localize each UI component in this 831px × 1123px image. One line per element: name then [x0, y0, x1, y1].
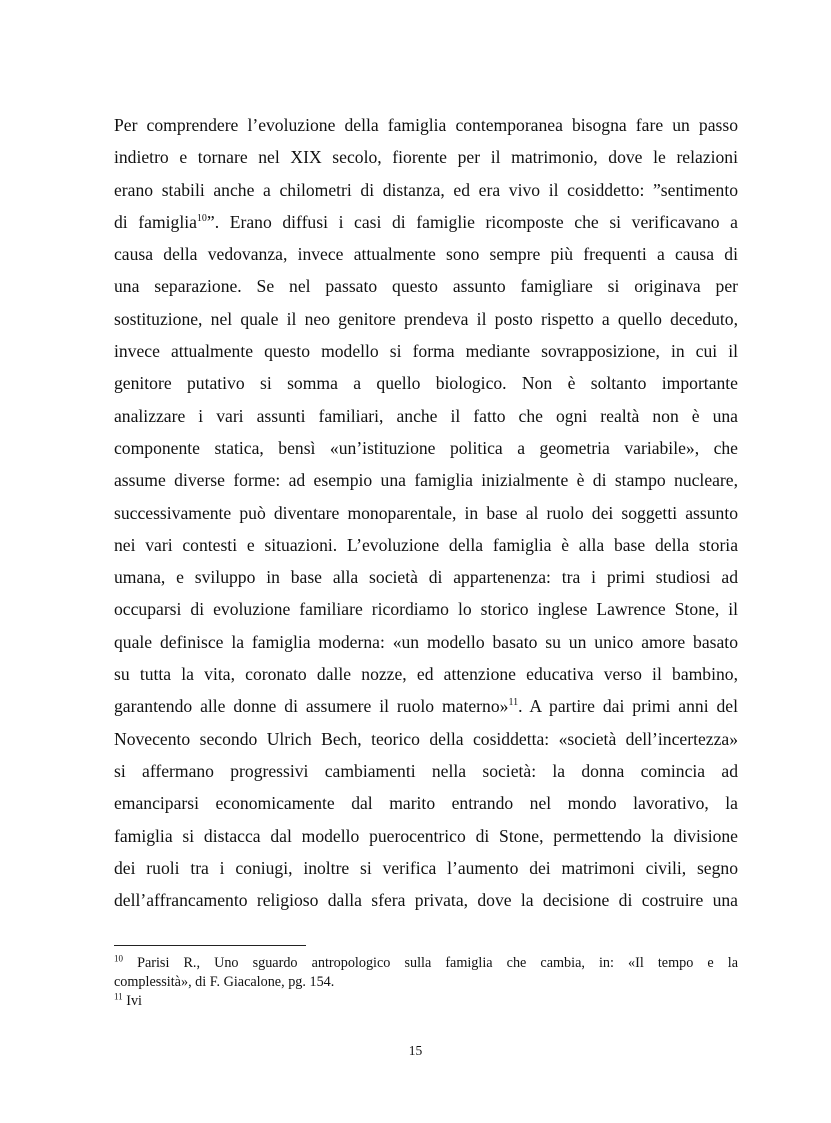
text-line: Per comprendere l’evoluzione della famiglia contemporanea bisogna fare un passo [114, 115, 738, 135]
text-line: nei vari contesti e situazioni. L’evoluzione della famiglia è alla base della storia [114, 534, 738, 555]
text-segment: garantendo alle donne di assumere il ruolo materno» [114, 696, 509, 717]
text-line: famiglia si distacca dal modello puerocentrico di Stone, permettendo la divisione [114, 825, 738, 846]
text-line: invece attualmente questo modello si forma mediante sovrapposizione, in cui il [114, 341, 738, 362]
text-line: su tutta la vita, coronato dalle nozze, ed attenzione educativa verso il bambino, [114, 664, 738, 685]
text-segment: . A partire dai primi anni del [518, 696, 739, 717]
text-line: successivamente può diventare monoparentale, in base al ruolo dei soggetti assunto [114, 502, 738, 523]
footnote-line [114, 992, 738, 1011]
text-line: analizzare i vari assunti familiari, anche il fatto che ogni realtà non è una [114, 405, 738, 426]
page-number: 15 [408, 1043, 423, 1058]
text-line: indietro e tornare nel XIX secolo, fiorente per il matrimonio, dove le relazioni [114, 147, 738, 168]
footnote-number: 11 [114, 991, 123, 1002]
text-line: dell’affrancamento religioso dalla sfera privata, dove la decisione di costruire una [114, 890, 738, 911]
text-line: quale definisce la famiglia moderna: «un modello basato su un unico amore basato [114, 631, 738, 652]
footnote-text: Parisi R., Uno sguardo antropologico sulla famiglia che cambia, in: «Il tempo e la [137, 955, 739, 971]
text-segment: ”. Erano diffusi i casi di famiglie ricomposte che si verificavano a [206, 211, 738, 232]
footnote-text: Ivi [126, 993, 142, 1009]
text-line: umana, e sviluppo in base alla società di appartenenza: tra i primi studiosi ad [114, 567, 738, 588]
text-line: genitore putativo si somma a quello biologico. Non è soltanto importante [114, 373, 738, 394]
text-line: si affermano progressivi cambiamenti nella società: la donna comincia ad [114, 760, 738, 781]
footnote-line: complessità», di F. Giacalone, pg. 154. [114, 974, 335, 990]
footnote-ref: 11 [508, 697, 519, 709]
text-segment: di famiglia [114, 211, 197, 232]
footnote-ref: 10 [196, 213, 207, 225]
text-line: componente statica, bensì «un’istituzione politica a geometria variabile», che [114, 437, 738, 458]
text-line: dei ruoli tra i coniugi, inoltre si verifica l’aumento dei matrimoni civili, segno [114, 857, 738, 878]
text-line [114, 206, 738, 238]
text-line: Novecento secondo Ulrich Bech, teorico della cosiddetta: «società dell’incertezza» [114, 728, 738, 749]
text-line: una separazione. Se nel passato questo assunto famigliare si originava per [114, 276, 738, 297]
body-paragraph [114, 109, 738, 916]
footnote-separator [114, 945, 306, 946]
text-line: emanciparsi economicamente dal marito entrando nel mondo lavorativo, la [114, 793, 738, 814]
footnotes [114, 954, 738, 1011]
text-line: occuparsi di evoluzione familiare ricordiamo lo storico inglese Lawrence Stone, il [114, 599, 738, 620]
footnote-line [114, 954, 738, 973]
text-line: assume diverse forme: ad esempio una famiglia inizialmente è di stampo nucleare, [114, 470, 738, 491]
text-line: erano stabili anche a chilometri di distanza, ed era vivo il cosiddetto: ”sentimento [114, 179, 738, 200]
footnote-11 [114, 992, 738, 1011]
text-line [114, 690, 738, 722]
footnote-10 [114, 954, 738, 992]
text-line: sostituzione, nel quale il neo genitore prendeva il posto rispetto a quello deceduto, [114, 308, 738, 329]
footnote-number: 10 [114, 953, 123, 964]
text-line: causa della vedovanza, invece attualmente sono sempre più frequenti a causa di [114, 244, 738, 265]
